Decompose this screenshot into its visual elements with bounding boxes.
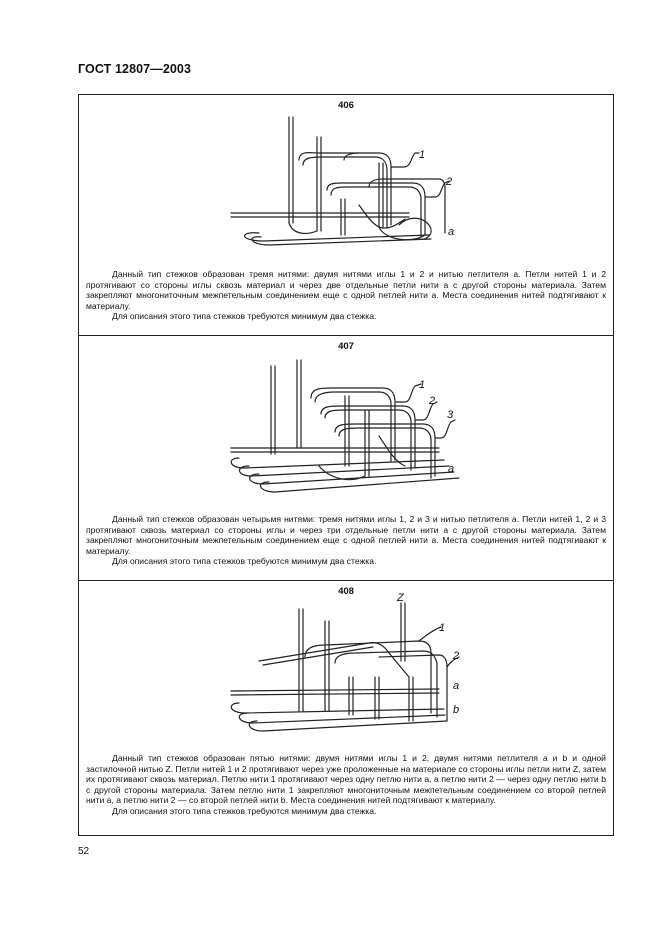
stitch-type-number: 406 [338,100,354,111]
page-number: 52 [78,846,90,857]
stitch-type-number: 408 [338,586,354,597]
description-paragraph: Данный тип стежков образован четырьмя нитями: тремя нитями иглы 1, 2 и 3 и нитью петлителя a. Петли нитей 1, 2 и 3 протягивают сквозь материал со стороны иглы и через три отдельные петли нити a с другой стороны материала. Затем закрепляют многониточным межпетельным соединением еще с одной петлей нити a. Места соединения нитей подтягивают к материалу. [86,514,606,556]
section-description [86,514,606,567]
thread-label: a [453,680,460,692]
thread-label: b [453,704,460,716]
description-note: Для описания этого типа стежков требуются минимум два стежка. [112,311,377,322]
thread-label: Z [397,592,404,604]
stitch-type-number: 407 [338,341,354,352]
thread-label: 2 [453,650,460,662]
section-407 [79,335,613,580]
stitch-diagram-407 [79,336,613,516]
thread-label: 1 [419,149,426,161]
thread-label: 2 [446,176,453,188]
stitch-diagram-408 [79,581,613,757]
thread-label: a [448,226,455,238]
stitch-diagram-406 [79,95,613,270]
thread-label: 2 [429,395,436,407]
thread-label: a [448,463,455,475]
description-note: Для описания этого типа стежков требуются минимум два стежка. [112,556,377,567]
page-header-title: ГОСТ 12807—2003 [78,62,192,76]
description-paragraph: Данный тип стежков образован пятью нитями: двумя нитями иглы 1 и 2, двумя нитями петлителя a и b и одной застилочной нитью Z. Петли нитей 1 и 2 протягивают через уже проложенные на материале со стороны иглы петли нити Z, затем их протягивают сквозь материал. Петлю нити 1 протягивают через одну петлю нити a, а петлю нити 2 — через одну петлю нити b с другой стороны материала. Затем петлю нити 1 закрепляют многониточным межпетельным соединением со второй петлей нити a, а петлю нити 2 — со второй петлей нити b. Места соединения нитей подтягивают к материалу. [86,753,606,806]
thread-label: 1 [439,622,446,634]
description-note: Для описания этого типа стежков требуются минимум два стежка. [112,805,377,816]
section-description [86,753,606,817]
thread-label: 1 [419,379,426,391]
content-frame [78,94,614,836]
section-408 [79,580,613,837]
section-406 [79,95,613,335]
description-paragraph: Данный тип стежков образован тремя нитями: двумя нитями иглы 1 и 2 и нитью петлителя a. Петли нитей 1 и 2 протягивают со стороны иглы сквозь материал и через две отдельные петли нити a с другой стороны материала. Затем закрепляют многониточным межпетельным соединением еще с одной петлей нити a. Места соединения нитей подтягивают к материалу. [86,269,606,311]
thread-label: 3 [447,409,454,421]
section-description [86,269,606,322]
